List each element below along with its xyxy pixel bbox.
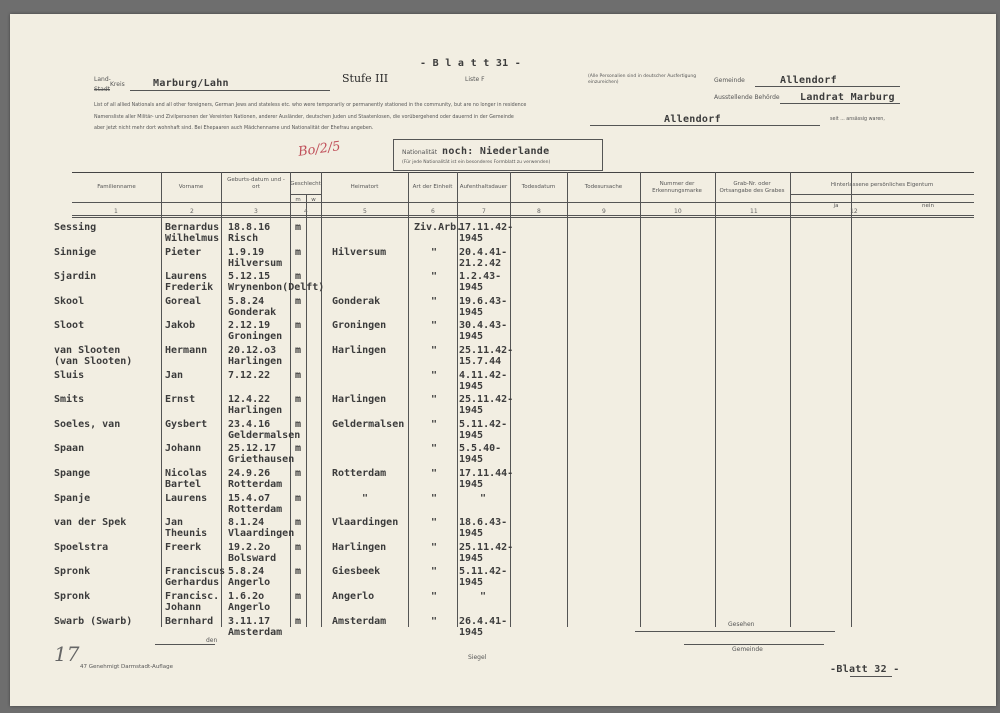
cell-sex: m <box>295 591 302 602</box>
intro-place: Allendorf <box>664 114 721 125</box>
nationality-label: Nationalität <box>402 149 438 156</box>
behoerde-value: Landrat Marburg <box>800 92 895 103</box>
col-num-1: 1 <box>114 208 118 215</box>
cell-stay: 25.11.42- 15.7.44 <box>459 345 514 367</box>
nationality-box <box>393 139 603 171</box>
cell-sex: m <box>295 394 302 406</box>
cell-sex: m <box>295 369 302 381</box>
cell-sex: m <box>295 541 302 553</box>
cell-home-town: " <box>362 492 369 504</box>
cell-given-name: Bernardus Wilhelmus <box>165 222 220 244</box>
cell-stay: 5.5.40- 1945 <box>459 443 502 466</box>
kreis-label: Kreis <box>110 81 125 88</box>
cell-sex: m <box>295 517 302 529</box>
handwritten-stamp: Bo/2/5 <box>297 139 342 160</box>
cell-sex: m <box>295 246 302 258</box>
cell-home-town: Rotterdam <box>332 468 387 479</box>
col-header-geburt: Geburts-datum und -ort <box>227 177 285 190</box>
table-row <box>10 612 996 642</box>
cell-given-name: Freerk <box>165 541 202 553</box>
cell-home-town: Groningen <box>332 320 387 332</box>
cell-birth: 5.8.24 Angerlo <box>228 566 271 589</box>
cell-surname: Skool <box>54 295 85 307</box>
cell-stay: 4.11.42- 1945 <box>459 369 508 392</box>
cell-unit: " <box>431 517 438 529</box>
cell-given-name: Ernst <box>165 394 196 406</box>
col-num-6: 6 <box>431 208 435 215</box>
cell-home-town: Giesbeek <box>332 566 381 578</box>
cell-unit: " <box>431 418 438 430</box>
cell-unit: " <box>431 320 438 332</box>
cell-birth: 23.4.16 Geldermalsen <box>228 418 301 441</box>
cell-sex: m <box>295 566 302 578</box>
col-num-5: 5 <box>363 208 367 215</box>
cell-unit: " <box>431 271 438 283</box>
cell-surname: Sjardin <box>54 271 97 283</box>
cell-unit: " <box>431 345 438 356</box>
col-header-einheit: Art der Einheit <box>412 184 453 190</box>
cell-given-name: Goreal <box>165 295 202 307</box>
cell-sex: m <box>295 295 302 307</box>
intro-line-2-right: seit ... ansässig waren, <box>830 117 885 122</box>
cell-stay: " <box>480 591 487 602</box>
cell-stay: 5.11.42- 1945 <box>459 566 508 589</box>
cell-birth: 20.12.o3 Harlingen <box>228 345 283 367</box>
col-num-8: 8 <box>537 208 541 215</box>
cell-sex: m <box>295 468 302 479</box>
cell-surname: Spange <box>54 468 91 479</box>
cell-birth: 5.12.15 Wrynenbon(Delft) <box>228 271 325 294</box>
cell-unit: " <box>431 615 438 627</box>
col-header-aufenthalt: Aufenthaltsdauer <box>459 184 508 190</box>
cell-home-town: Harlingen <box>332 394 387 406</box>
cell-stay: " <box>480 492 487 504</box>
col-header-erkennungsmarke: Nummer der Erkennungsmarke <box>652 181 702 194</box>
stufe-label: Stufe III <box>342 72 389 85</box>
cell-home-town: Gonderak <box>332 295 381 307</box>
cell-birth: 3.11.17 Amsterdam <box>228 615 283 638</box>
cell-birth: 1.6.2o Angerlo <box>228 591 271 613</box>
kreis-value: Marburg/Lahn <box>153 78 229 89</box>
note-right: (Alle Personalien sind in deutscher Ausfertigung einzureichen) <box>588 74 697 85</box>
col-sub-w: w <box>311 197 316 203</box>
nationality-note: (Für jede Nationalität ist ein besonderes Formblatt zu verwenden) <box>402 160 551 165</box>
gesehen-label: Gesehen <box>728 621 755 628</box>
cell-sex: m <box>295 320 302 332</box>
cell-given-name: Franciscus Gerhardus <box>165 566 226 589</box>
col-sub-ja: ja <box>833 203 839 209</box>
cell-unit: " <box>431 468 438 479</box>
cell-given-name: Pieter <box>165 246 202 258</box>
cell-stay: 30.4.43- 1945 <box>459 320 508 343</box>
cell-given-name: Jan <box>165 369 184 381</box>
cell-surname: Sessing <box>54 222 97 233</box>
cell-birth: 12.4.22 Harlingen <box>228 394 283 417</box>
cell-given-name: Laurens Frederik <box>165 271 214 294</box>
cell-unit: " <box>431 566 438 578</box>
cell-given-name: Laurens <box>165 492 208 504</box>
cell-surname: Smits <box>54 394 85 406</box>
cell-birth: 24.9.26 Rotterdam <box>228 468 283 490</box>
intro-line-2: Namensliste aller Militär- und Zivilpersonen der Vereinten Nationen, anderer Ausländer, deutschen Juden und Staatenlosen, die vorübergehend oder dauernd in der Gemeinde <box>94 115 514 120</box>
cell-unit: " <box>431 541 438 553</box>
col-num-11: 11 <box>750 208 758 215</box>
gemeinde-value: Allendorf <box>780 75 837 86</box>
col-num-12: 12 <box>850 208 858 215</box>
cell-stay: 17.11.44- 1945 <box>459 468 514 490</box>
cell-birth: 18.8.16 Risch <box>228 222 271 244</box>
cell-stay: 20.4.41- 21.2.42 <box>459 246 508 269</box>
col-num-10: 10 <box>674 208 682 215</box>
cell-surname: Swarb (Swarb) <box>54 615 133 627</box>
cell-home-town: Vlaardingen <box>332 517 399 529</box>
cell-unit: Ziv.Arb. <box>414 222 463 233</box>
cell-home-town: Amsterdam <box>332 615 387 627</box>
gemeinde-label: Gemeinde <box>714 77 745 84</box>
cell-sex: m <box>295 271 302 283</box>
cell-unit: " <box>431 443 438 455</box>
blatt-number: - B l a t t 31 - <box>420 58 522 69</box>
col-header-geschlecht: Geschlecht <box>290 181 321 187</box>
cell-stay: 19.6.43- 1945 <box>459 295 508 318</box>
cell-birth: 8.1.24 Vlaardingen <box>228 517 295 540</box>
cell-sex: m <box>295 418 302 430</box>
cell-given-name: Johann <box>165 443 202 455</box>
gemeinde-signature-label: Gemeinde <box>732 646 763 653</box>
nationality-value: noch: Niederlande <box>442 146 550 157</box>
cell-home-town: Harlingen <box>332 541 387 553</box>
cell-sex: m <box>295 492 302 504</box>
cell-birth: 7.12.22 <box>228 369 271 381</box>
cell-home-town: Geldermalsen <box>332 418 405 430</box>
cell-stay: 25.11.42- 1945 <box>459 394 514 417</box>
printer-note: 47 Genehmigt Darmstadt-Auflage <box>80 664 174 670</box>
cell-home-town: Hilversum <box>332 246 387 258</box>
cell-surname: Spaan <box>54 443 85 455</box>
cell-birth: 25.12.17 Griethausen <box>228 443 295 466</box>
cell-stay: 5.11.42- 1945 <box>459 418 508 441</box>
cell-unit: " <box>431 591 438 602</box>
col-num-3: 3 <box>254 208 258 215</box>
cell-given-name: Bernhard <box>165 615 214 627</box>
col-sub-nein: nein <box>922 203 934 209</box>
col-header-todesursache: Todesursache <box>584 184 623 190</box>
col-header-eigentum: Hinterlassene persönliches Eigentum <box>830 182 934 188</box>
form-sheet <box>10 14 996 706</box>
col-header-familienname: Familienname <box>97 184 136 190</box>
cell-birth: 19.2.2o Bolsward <box>228 541 277 564</box>
cell-home-town: Harlingen <box>332 345 387 356</box>
next-blatt: -Blatt 32 - <box>830 664 900 675</box>
cell-given-name: Hermann <box>165 345 208 356</box>
cell-birth: 1.9.19 Hilversum <box>228 246 283 269</box>
cell-sex: m <box>295 222 302 233</box>
cell-sex: m <box>295 345 302 356</box>
land-label: Land- <box>94 76 111 83</box>
cell-stay: 26.4.41- 1945 <box>459 615 508 638</box>
col-num-7: 7 <box>482 208 486 215</box>
col-header-todesdatum: Todesdatum <box>521 184 556 190</box>
handwritten-page-note: 17 <box>54 642 80 666</box>
cell-unit: " <box>431 492 438 504</box>
cell-given-name: Jakob <box>165 320 196 332</box>
cell-surname: van der Spek <box>54 517 127 529</box>
cell-stay: 18.6.43- 1945 <box>459 517 508 540</box>
col-header-vorname: Vorname <box>178 184 204 190</box>
cell-surname: van Slooten (van Slooten) <box>54 345 133 367</box>
cell-surname: Sinnige <box>54 246 97 258</box>
cell-surname: Spronk <box>54 591 91 602</box>
cell-unit: " <box>431 369 438 381</box>
cell-home-town: Angerlo <box>332 591 375 602</box>
behoerde-label: Ausstellende Behörde <box>714 94 780 101</box>
col-header-grab: Grab-Nr. oder Ortsangabe des Grabes <box>719 181 785 194</box>
cell-surname: Spanje <box>54 492 91 504</box>
cell-stay: 1.2.43- 1945 <box>459 271 502 294</box>
cell-unit: " <box>431 295 438 307</box>
col-num-2: 2 <box>190 208 194 215</box>
cell-surname: Sluis <box>54 369 85 381</box>
cell-given-name: Gysbert <box>165 418 208 430</box>
cell-given-name: Francisc. Johann <box>165 591 220 613</box>
cell-birth: 2.12.19 Groningen <box>228 320 283 343</box>
cell-sex: m <box>295 443 302 455</box>
siegel-label: Siegel <box>468 654 487 661</box>
cell-birth: 5.8.24 Gonderak <box>228 295 277 318</box>
cell-unit: " <box>431 246 438 258</box>
col-header-heimatort: Heimatort <box>350 184 379 190</box>
liste-label: Liste F <box>465 76 485 83</box>
intro-line-1: List of all allied Nationals and all other foreigners, German Jews and stateless etc. who were temporarily or permanently stationed in the community, but are no longer in residence <box>94 103 527 108</box>
cell-given-name: Nicolas Bartel <box>165 468 208 490</box>
stadt-label: Stadt <box>94 86 110 93</box>
cell-stay: 25.11.42- 1945 <box>459 541 514 564</box>
cell-surname: Soeles, van <box>54 418 121 430</box>
cell-stay: 17.11.42- 1945 <box>459 222 514 244</box>
cell-unit: " <box>431 394 438 406</box>
col-num-9: 9 <box>602 208 606 215</box>
den-label: den <box>206 637 218 644</box>
cell-surname: Spronk <box>54 566 91 578</box>
cell-surname: Sloot <box>54 320 85 332</box>
intro-line-3: aber jetzt nicht mehr dort wohnhaft sind. Bei Ehepaaren auch Mädchenname und Nationalität der Ehefrau angeben. <box>94 126 374 131</box>
col-sub-m: m <box>295 197 301 203</box>
cell-birth: 15.4.o7 Rotterdam <box>228 492 283 515</box>
cell-sex: m <box>295 615 302 627</box>
cell-surname: Spoelstra <box>54 541 109 553</box>
cell-given-name: Jan Theunis <box>165 517 208 540</box>
col-num-4: 4 <box>304 208 308 215</box>
